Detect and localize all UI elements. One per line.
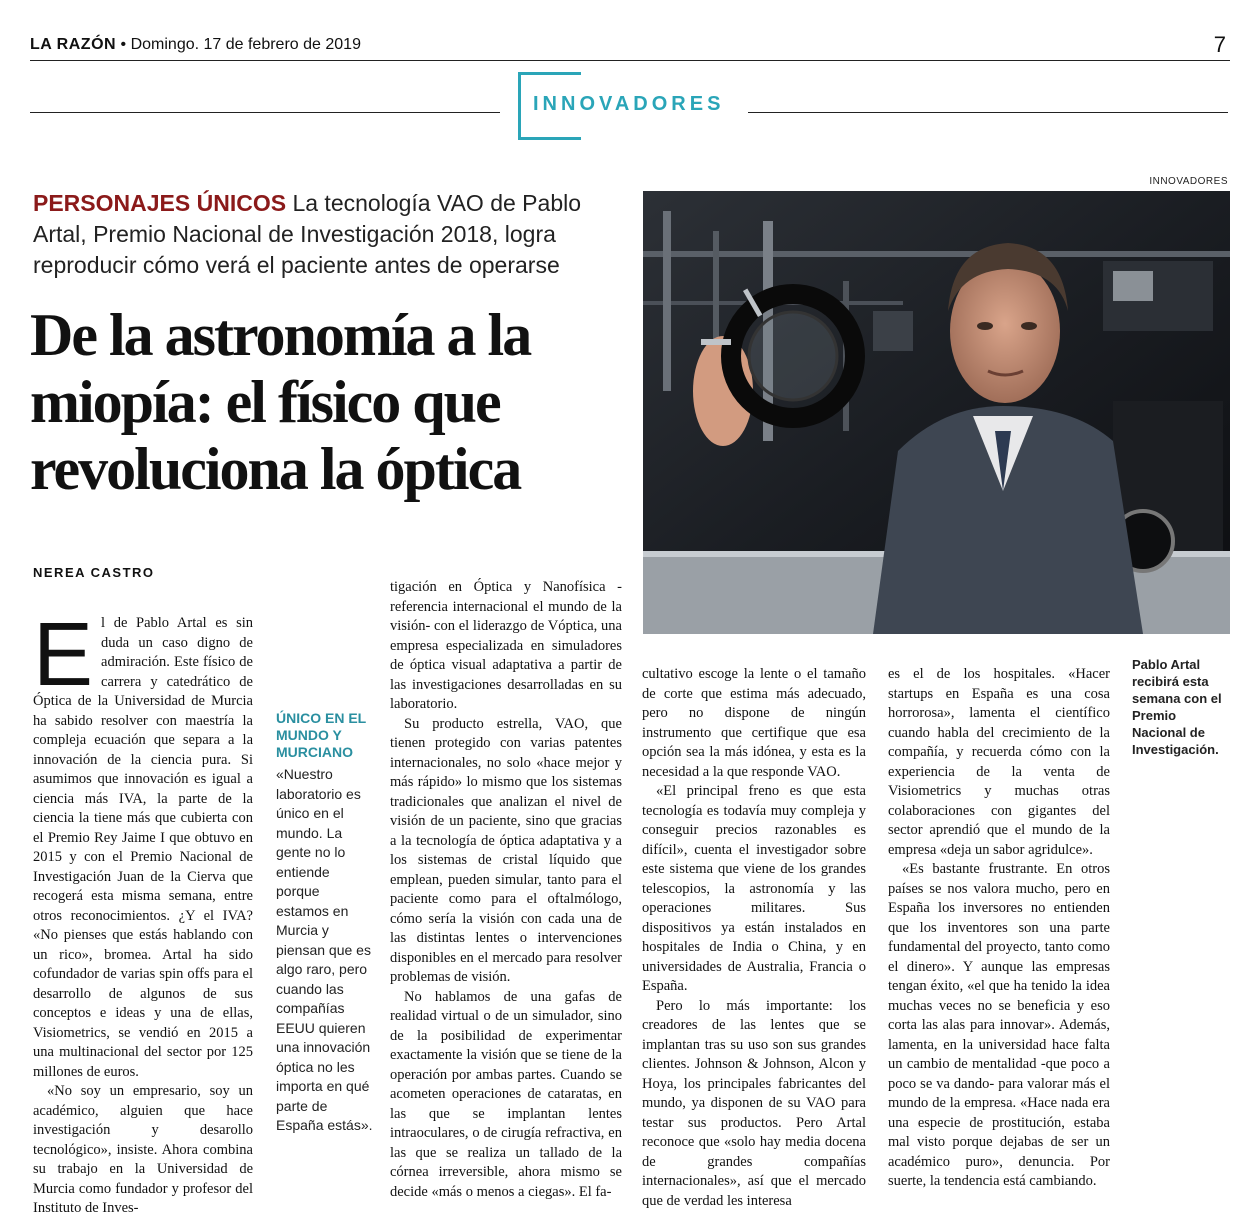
paragraph: l de Pablo Artal es sin duda un caso digno de admiración. Este físico de carrera y catedrático de Óptica de la Universidad de Murcia ha sabido resolver con maestría la compleja ecuación que separa a la innovación de la ciencia pura. Si asumimos que innovación es igual a ciencia más IVA, la parte de la ciencia la tiene más que cubierta con el Premio Rey Jaime I que obtuvo en 2015 y con el Premio Nacional de Investigación Juan de la Cierva que recogerá esta misma semana, entre otros reconocimientos. ¿Y el IVA? «No pienses que estás hablando con un rico», bromea. Artal ha sido cofundador de varias spin offs para el desarrollo de algunos de sus conceptos e ideas y una de ellas, Visiometrics, se vendió en 2015 a una multinacional del sector por 125 millones de euros.	[33, 615, 253, 1080]
photo-illustration	[643, 191, 1230, 634]
paragraph: «El principal freno es que esta tecnología es todavía muy compleja y conseguir precios razonables es difícil», cuenta el investigador sobre este sistema que viene de los grandes telescopios, la astronomía y las operaciones militares. Sus dispositivos ya están instalados en hospitales de India o China, y en universidades de Australia, Francia o España.	[642, 783, 866, 994]
body-column-3	[390, 578, 622, 1202]
headline-line: revoluciona la óptica	[30, 436, 521, 502]
body-column-4	[642, 665, 866, 1211]
section-label: INNOVADORES	[533, 93, 725, 115]
section-rule-right	[748, 112, 1228, 113]
sidebar-text: «Nuestro laboratorio es único en el mundo. La gente no lo entiende porque estamos en Murcia y piensan que es algo raro, pero cuando las compañías EEUU quieren una innovación óptica no les importa en qué parte de España estás».	[276, 766, 373, 1133]
sidebar-quote	[276, 710, 376, 1136]
issue-date: Domingo. 17 de febrero de 2019	[130, 36, 361, 53]
drop-cap: E	[33, 605, 94, 705]
paragraph: cultativo escoge la lente o el tamaño de corte que estima más adecuado, pero no dispone de ningún instrumento que certifique que esa opción sea la más idónea, y esta es la necesidad a la que responde VAO.	[642, 666, 866, 780]
paragraph: «Es bastante frustrante. En otros países se nos valora mucho, pero en España los inversores no entienden que los inventores son una parte fundamental del proyecto, tanto como el dinero». Y aunque las empresas tengan éxito, «el que ha tenido la idea muchas veces no se beneficia y eso corta las alas para innovar». Además, lamenta, en la universidad hace falta un cambio de mentalidad -que poco a poco se va dando- para valorar más el mundo de la empresa. «Hace nada era una especie de prostitución, estaba mal visto porque dejabas de ser un académico puro», denuncia. Por suerte, la tendencia está cambiando.	[888, 861, 1110, 1189]
byline: NEREA CASTRO	[33, 565, 155, 580]
masthead-separator: •	[120, 36, 127, 53]
section-rule-left	[30, 112, 500, 113]
headline-line: miopía: el físico que	[30, 369, 500, 435]
kicker-text: La tecnología VAO de Pablo Artal, Premio Nacional de Investigación 2018, logra reproducir cómo verá el paciente antes de operarse	[33, 190, 582, 278]
paragraph: Su producto estrella, VAO, que tienen protegido con varias patentes internacionales, no solo «hace mejor y más rápido» lo mismo que los sistemas tradicionales que analizan el nivel de visión de un paciente, sino que gracias a la tecnología de óptica adaptativa y a los sistemas de cristal líquido que emplean, pueden simular, tanto para el paciente como para el oftalmólogo, cómo sería la visión con cada una de las distintas lentes o intervenciones disponibles en el mercado para resolver problemas de visión.	[390, 715, 622, 985]
paragraph: tigación en Óptica y Nanofísica -referencia internacional el mundo de la visión- con el liderazgo de Vóptica, una empresa especializada en simuladores de óptica visual adaptativa a partir de las investigaciones desarrolladas en su laboratorio.	[390, 579, 622, 712]
paragraph: Pero lo más importante: los creadores de las lentes que se implantan tras su uso son sus grandes clientes. Johnson & Johnson, Alcon y Hoya, los principales fabricantes del mundo, ya disponen de su VAO para testar sus productos. Pero Artal reconoce que «solo hay media docena de grandes compañías internacionales», así que el mercado que de verdad les interesa	[642, 997, 866, 1209]
article-photo	[643, 191, 1230, 634]
masthead	[30, 36, 361, 54]
publication-name: LA RAZÓN	[30, 36, 117, 53]
photo-caption: Pablo Artal recibirá esta semana con el Premio Nacional de Investigación.	[1132, 657, 1222, 757]
photo-credit: INNOVADORES	[1149, 176, 1228, 187]
kicker	[33, 188, 633, 281]
sidebar-title: ÚNICO EN EL MUNDO Y MURCIANO	[276, 710, 366, 760]
headline-line: De la astronomía a la	[30, 302, 531, 368]
paragraph: No hablamos de una gafas de realidad virtual o de un simulador, sino de la posibilidad de experimentar exactamente la visión que se tiene de la operación por ambas partes. Cuando se acometen operaciones de cataratas, en las que se implantan lentes intraoculares, o de cirugía refractiva, en las que se realiza un tallado de la córnea irreversible, ahora mismo se decide «más o menos a ciegas». El fa-	[390, 988, 622, 1200]
page-header	[30, 30, 1230, 61]
headline	[30, 302, 630, 503]
kicker-tag: PERSONAJES ÚNICOS	[33, 190, 287, 216]
body-column-1	[33, 605, 253, 1219]
body-column-5	[888, 665, 1110, 1192]
page-number: 7	[1213, 32, 1226, 57]
paragraph: «No soy un empresario, soy un académico, alguien que hace investigación y desarollo tecnológico», insiste. Ahora combina su trabajo en la Universidad de Murcia como fundador y profesor del Instituto de Inves-	[33, 1083, 253, 1216]
paragraph: es el de los hospitales. «Hacer startups en España es una cosa horrorosa», lamenta el científico cuando habla del crecimiento de la compañía, y recuerda cómo con la experiencia de la venta de Visiometrics y muchas otras colaboraciones con gigantes del sector aprendió que el mundo de la empresa «deja un sabor agridulce».	[888, 666, 1110, 858]
